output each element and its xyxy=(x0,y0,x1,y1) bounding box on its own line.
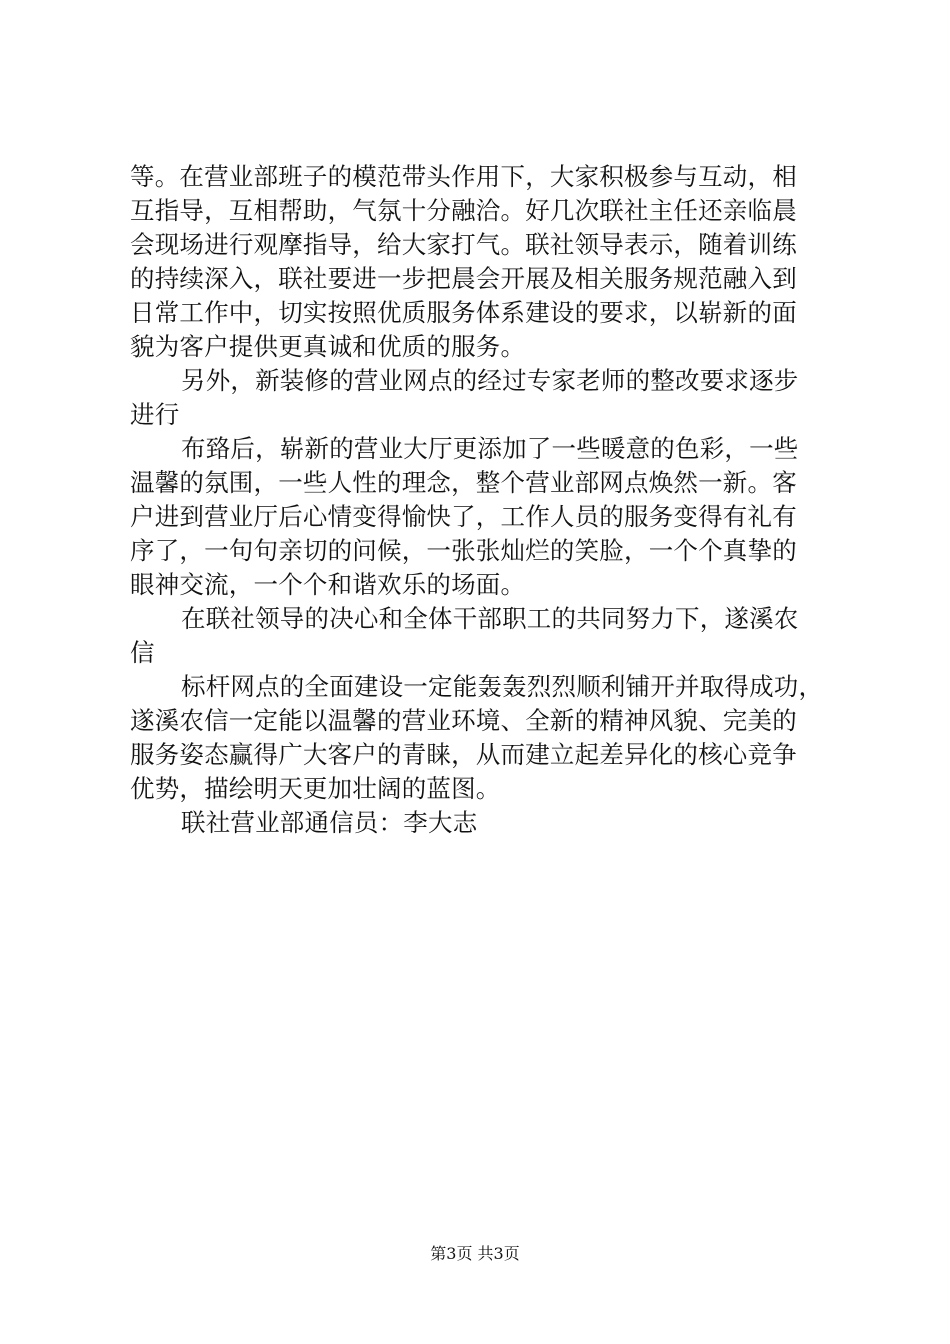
paragraph-start-line: 另外，新装修的营业网点的经过专家老师的整改要求逐步 xyxy=(181,366,799,395)
text-line: 户进到营业厅后心情变得愉快了，工作人员的服务变得有礼有 xyxy=(130,502,797,531)
paragraph-start-line: 布臵后，崭新的营业大厅更添加了一些暖意的色彩，一些 xyxy=(181,434,799,463)
signature-line: 联社营业部通信员：李大志 xyxy=(181,808,478,837)
text-line: 互指导，互相帮助，气氛十分融洽。好几次联社主任还亲临晨 xyxy=(130,196,797,225)
text-line: 优势，描绘明天更加壮阔的蓝图。 xyxy=(130,774,501,803)
text-line: 服务姿态赢得广大客户的青睐，从而建立起差异化的核心竞争 xyxy=(130,740,797,769)
text-line: 日常工作中，切实按照优质服务体系建设的要求，以崭新的面 xyxy=(130,298,797,327)
text-line: 等。在营业部班子的模范带头作用下，大家积极参与互动，相 xyxy=(130,162,797,191)
paragraph-start-line: 在联社领导的决心和全体干部职工的共同努力下，遂溪农 xyxy=(181,604,799,633)
text-line: 会现场进行观摩指导，给大家打气。联社领导表示，随着训练 xyxy=(130,230,797,259)
text-line: 序了，一句句亲切的问候，一张张灿烂的笑脸，一个个真挚的 xyxy=(130,536,797,565)
text-line: 貌为客户提供更真诚和优质的服务。 xyxy=(130,332,526,361)
text-line: 遂溪农信一定能以温馨的营业环境、全新的精神风貌、完美的 xyxy=(130,706,797,735)
paragraph-start-line: 标杆网点的全面建设一定能轰轰烈烈顺利铺开并取得成功， xyxy=(181,672,824,701)
article-body xyxy=(130,160,840,840)
text-line: 温馨的氛围，一些人性的理念，整个营业部网点焕然一新。客 xyxy=(130,468,797,497)
text-line: 进行 xyxy=(130,400,180,429)
page-number-footer: 第3页 共3页 xyxy=(430,1244,520,1263)
text-line: 眼神交流，一个个和谐欢乐的场面。 xyxy=(130,570,526,599)
text-line: 信 xyxy=(130,638,155,667)
text-line: 的持续深入，联社要进一步把晨会开展及相关服务规范融入到 xyxy=(130,264,797,293)
